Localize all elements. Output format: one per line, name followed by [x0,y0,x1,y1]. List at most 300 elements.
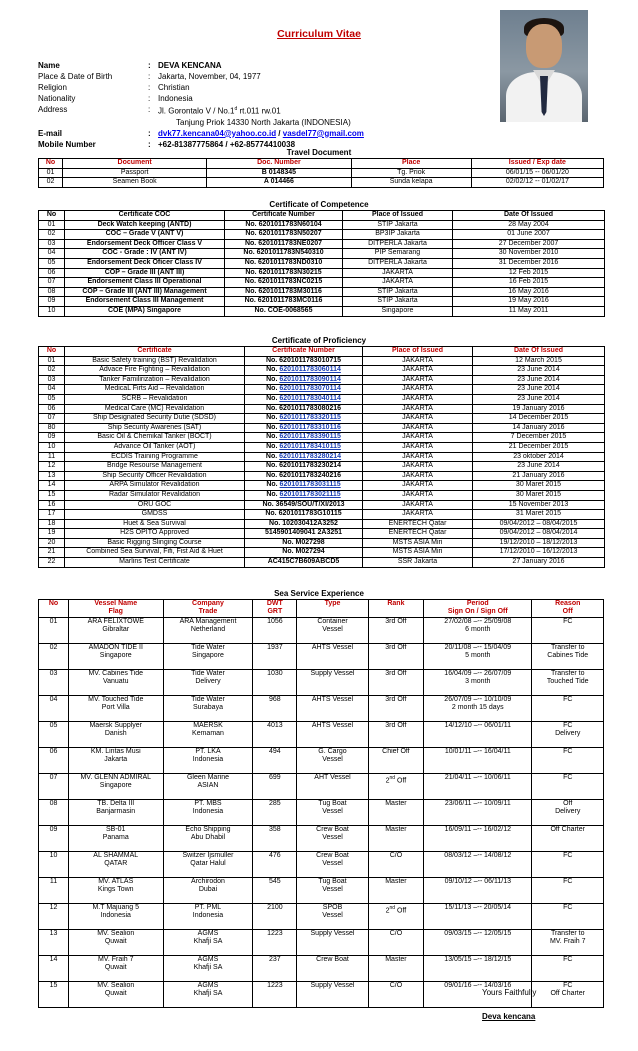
table-cell: Tug Boat Vessel [297,799,368,825]
table-cell: 15 [39,981,69,1007]
table-cell: JAKARTA [363,510,473,520]
table-cell: MV. Cabines Tide Vanuatu [68,669,163,695]
address-label: Address [38,105,68,114]
table-cell: 04 [39,385,65,395]
table-cell: MV. ATLAS Kings Town [68,877,163,903]
table-cell: Ship Designated Security Dutie (SDSD) [65,414,245,424]
table-cell: 10 [39,851,69,877]
table-row [39,490,605,500]
table-cell: 09 [39,297,65,307]
table-cell: AMADON TIDE II Singapore [68,643,163,669]
table-cell: 01 [39,168,63,178]
column-header: Vessel Name Flag [68,600,163,618]
table-cell: No. 6201011783031115 [245,481,363,491]
table-cell: JAKARTA [343,268,453,278]
table-cell: SPOB Vessel [297,903,368,929]
table-cell: MAERSK Kemaman [163,721,253,747]
table-cell: 07 [39,773,69,799]
table-cell: 05 [39,258,65,268]
table-row [39,404,605,414]
table-cell: Combined Sea Survival, Fifi, Fist Aid & Huet [65,548,245,558]
table-cell: 06 [39,404,65,414]
table-cell: PT. MBS Indonesia [163,799,253,825]
table-header-row [39,159,604,169]
table-cell: No. 6201011783280214 [245,452,363,462]
column-header: Document [63,159,207,169]
table-cell: BP3IP Jakarta [343,230,453,240]
competence-table [38,210,605,317]
table-cell: 494 [253,747,297,773]
table-cell: 23 June 2014 [473,385,605,395]
table-cell: FC [532,877,604,903]
table-cell: Bridge Resourse Management [65,462,245,472]
table-cell: 10 [39,306,65,316]
table-cell: JAKARTA [363,471,473,481]
table-row [39,519,605,529]
email-link-2[interactable]: vasdel77@gmail.com [282,128,364,138]
table-cell: 545 [253,877,297,903]
travel-table [38,158,604,188]
table-row [39,773,604,799]
table-header-row [39,211,605,221]
column-header: DWT GRT [253,600,297,618]
table-row [39,825,604,851]
table-cell: 968 [253,695,297,721]
table-cell: JAKARTA [363,394,473,404]
table-cell: No. 6201011783070114 [245,385,363,395]
page-title: Curriculum Vitae [277,28,361,40]
table-cell: KM. Lintas Musi Jakarta [68,747,163,773]
table-cell: 80 [39,423,65,433]
table-cell: 12 [39,462,65,472]
table-cell: 21 January 2016 [473,471,605,481]
table-row [39,558,605,568]
table-cell: No. COE-0068565 [225,306,343,316]
table-cell: FC [532,903,604,929]
column-header: Certificate Number [225,211,343,221]
table-cell: JAKARTA [363,356,473,366]
religion-value: Christian [158,83,190,92]
table-cell: Master [368,799,423,825]
table-cell: 28 May 2004 [453,220,605,230]
table-cell: No. 6201011783NC0215 [225,278,343,288]
table-cell: 20/11/08 –-- 15/04/09 5 month [424,643,532,669]
table-cell: PIP Semarang [343,249,453,259]
column-header: Reason Off [532,600,604,618]
table-cell: No. 6201011783M30116 [225,287,343,297]
table-cell: 285 [253,799,297,825]
table-cell: 01 June 2007 [453,230,605,240]
table-cell: No. 6201011783010715 [245,356,363,366]
table-cell: AHTS Vessel [297,721,368,747]
table-cell: Advace Fire Fighting – Revalidation [65,366,245,376]
table-row [39,643,604,669]
table-cell: No. 6201011783230214 [245,462,363,472]
table-cell: 09 [39,433,65,443]
table-cell: Off Charter [532,825,604,851]
table-cell: Singapore [343,306,453,316]
table-cell: JAKARTA [363,462,473,472]
table-cell: MedicaL Firts Aid – Revalidation [65,385,245,395]
table-cell: Passport [63,168,207,178]
table-cell: 02 [39,643,69,669]
column-header: No [39,600,69,618]
table-cell: Transfer to Cabines Tide [532,643,604,669]
table-cell: 18 [39,519,65,529]
table-row [39,414,605,424]
table-cell: No. 102030412A3252 [245,519,363,529]
table-cell: Crew Boat [297,955,368,981]
table-row [39,356,605,366]
table-cell: 09 [39,825,69,851]
table-cell: JAKARTA [363,442,473,452]
table-cell: Container Vessel [297,617,368,643]
table-cell: 19 [39,529,65,539]
table-cell: ARPA Simulator Revalidation [65,481,245,491]
table-cell: 1056 [253,617,297,643]
table-cell: 11 [39,877,69,903]
column-header: Certificate Number [245,347,363,357]
table-cell: ENERTECH Qatar [363,529,473,539]
table-cell: 23 June 2014 [473,394,605,404]
address-line2: Tanjung Priok 14330 North Jakarta (INDONESIA) [176,117,351,127]
birth-value: Jakarta, November, 04, 1977 [158,72,261,81]
table-cell: 21 December 2015 [473,442,605,452]
table-cell: MV. Touched Tide Port Villa [68,695,163,721]
table-cell: 21 [39,548,65,558]
table-cell: FC [532,955,604,981]
mobile-value: +62-81387775864 / +62-85774410038 [158,139,296,149]
table-cell: A 014466 [207,178,351,188]
table-cell: 14 [39,481,65,491]
table-cell: 23 oktober 2014 [473,452,605,462]
table-cell: Tug Boat Vessel [297,877,368,903]
table-cell: 23/06/11 –-- 10/09/11 [424,799,532,825]
nationality-label: Nationality [38,94,76,103]
table-cell: AL SHAMMAL QATAR [68,851,163,877]
table-row [39,306,605,316]
table-row [39,471,605,481]
table-cell: No. 6201011783N30215 [225,268,343,278]
table-row [39,617,604,643]
table-row [39,220,605,230]
table-cell: Ship Security Awarenes (SAT) [65,423,245,433]
table-cell: AC415C7B609ABCD5 [245,558,363,568]
table-cell: 3rd Off [368,695,423,721]
table-cell: JAKARTA [363,433,473,443]
table-cell: H2S OPITO Approved [65,529,245,539]
table-row [39,433,605,443]
nationality-value: Indonesia [158,94,193,103]
table-cell: FC [532,695,604,721]
table-row [39,297,605,307]
table-cell: DITPERLA Jakarta [343,258,453,268]
table-cell: AHT Vessel [297,773,368,799]
table-cell: 3rd Off [368,721,423,747]
table-cell: JAKARTA [363,452,473,462]
table-cell: 3rd Off [368,617,423,643]
table-cell: FC [532,617,604,643]
table-cell: 2nd Off [368,903,423,929]
table-cell: 03 [39,375,65,385]
table-cell: 14/12/10 –-- 06/01/11 [424,721,532,747]
personal-info: Name : DEVA KENCANA Place & Date of Birth : Jakarta, November, 04, 1977 Religion : Christian Nationality : Indonesia Address : Jl. Gorontalo V / No.1$^d$ rt.011 rw.01 Tanjung Priok 14330 North Jakarta (INDONESIA) E-mail : dvk77.kencana04@yahoo.co.id / vasdel77@gmail.com Mobile Number : +62-81387775864 / +62-85774410038 [38,60,478,150]
table-cell: Basic Safety training (BST) Revalidation [65,356,245,366]
mobile-label: Mobile Number [38,139,96,149]
address-value: Jl. Gorontalo V / No.1$^d$ rt.011 rw.01 [158,106,281,116]
table-cell: 16/09/11 –-- 16/02/12 [424,825,532,851]
table-row [39,287,605,297]
table-cell: No. 6201011783G10115 [245,510,363,520]
table-cell: 11 May 2011 [453,306,605,316]
table-cell: Endorsement Deck Oficer Class IV [65,258,225,268]
table-row [39,747,604,773]
table-cell: No. M027298 [245,538,363,548]
table-cell: ORU GOC [65,500,245,510]
table-cell: JAKARTA [363,414,473,424]
table-cell: 17 [39,510,65,520]
competence-title: Certificate of Competence [269,200,369,209]
table-cell: C/O [368,929,423,955]
table-row [39,462,605,472]
table-cell: No. 6201011783NE0207 [225,239,343,249]
table-cell: 14 December 2015 [473,414,605,424]
table-cell: PT. PML Indonesia [163,903,253,929]
table-cell: 1223 [253,981,297,1007]
table-cell: Transfer to Touched Tide [532,669,604,695]
sea-title: Sea Service Experience [274,589,364,598]
table-cell: FC Off Charter [532,981,604,1007]
table-cell: JAKARTA [363,366,473,376]
table-row [39,239,605,249]
table-cell: 09/03/15 –-- 12/05/15 [424,929,532,955]
table-row [39,695,604,721]
table-row [39,168,604,178]
table-cell: Master [368,825,423,851]
column-header: No [39,347,65,357]
table-cell: B 0148345 [207,168,351,178]
table-cell: 16 May 2016 [453,287,605,297]
table-cell: 02 [39,230,65,240]
table-cell: No. M027294 [245,548,363,558]
table-cell: JAKARTA [363,385,473,395]
table-cell: No. 6201011783N60104 [225,220,343,230]
sea-service-table [38,599,604,1008]
table-cell: 19 January 2016 [473,404,605,414]
table-cell: MV. GLENN ADMIRAL Singapore [68,773,163,799]
table-row [39,278,605,288]
table-cell: 7 December 2015 [473,433,605,443]
table-cell: 08 [39,799,69,825]
table-cell: No. 6201011783310116 [245,423,363,433]
table-cell: ARA FELIXTOWE Gibraltar [68,617,163,643]
table-cell: No. 36549/SOU/T/XI/2013 [245,500,363,510]
table-cell: Basic Oil & Chemikal Tanker (BOCT) [65,433,245,443]
table-cell: 11 [39,452,65,462]
table-cell: 07 [39,278,65,288]
table-cell: 2nd Off [368,773,423,799]
table-cell: 17/12/2010 – 16/12/2013 [473,548,605,558]
table-cell: No. 6201011783N50207 [225,230,343,240]
table-cell: No. 6201011783390115 [245,433,363,443]
table-cell: 04 [39,695,69,721]
table-cell: Master [368,955,423,981]
table-row [39,929,604,955]
table-cell: FC [532,773,604,799]
table-cell: 27/02/08 –-- 25/09/08 6 month [424,617,532,643]
table-row [39,903,604,929]
column-header: Doc. Number [207,159,351,169]
table-cell: 01 [39,617,69,643]
table-cell: G. Cargo Vessel [297,747,368,773]
table-cell: MV. Sealion Quwait [68,929,163,955]
column-header: Period Sign On / Sign Off [424,600,532,618]
table-cell: 30 Maret 2015 [473,481,605,491]
table-cell: 237 [253,955,297,981]
table-cell: Tide Water Singapore [163,643,253,669]
table-cell: 07 [39,414,65,424]
column-header: Place [351,159,471,169]
table-cell: Crew Boat Vessel [297,825,368,851]
table-cell: M.T Majuang 5 Indonesia [68,903,163,929]
table-cell: 476 [253,851,297,877]
table-cell: SB-01 Panama [68,825,163,851]
table-cell: ECDIS Training Programme [65,452,245,462]
table-cell: SCRB – Revalidation [65,394,245,404]
table-cell: 23 June 2014 [473,366,605,376]
table-cell: C/O [368,851,423,877]
table-row [39,529,605,539]
table-cell: 02/02/12 -- 01/02/17 [471,178,603,188]
table-cell: 08/03/12 –-- 14/08/12 [424,851,532,877]
table-row [39,500,605,510]
table-cell: 09/10/12 –-- 06/11/13 [424,877,532,903]
table-cell: No. 6201011783N540310 [225,249,343,259]
table-cell: AGMS Khafji SA [163,955,253,981]
table-cell: 14 January 2016 [473,423,605,433]
table-cell: Gleen Marine ASIAN [163,773,253,799]
table-cell: 06 [39,268,65,278]
column-header: Type [297,600,368,618]
table-cell: 23 June 2014 [473,462,605,472]
column-header: Rank [368,600,423,618]
table-cell: 09/04/2012 – 08/04/2015 [473,519,605,529]
table-cell: No. 6201011783240216 [245,471,363,481]
table-cell: COP – Grade III (ANT III) Management [65,287,225,297]
table-cell: 27 January 2016 [473,558,605,568]
table-cell: No. 6201011783ND0310 [225,258,343,268]
table-cell: 31 December 2016 [453,258,605,268]
table-cell: 1937 [253,643,297,669]
table-cell: 14 [39,955,69,981]
table-cell: Echo Shipping Abu Dhabil [163,825,253,851]
table-cell: Ship Security Officer Revalidation [65,471,245,481]
table-cell: Tg. Priok [351,168,471,178]
table-cell: SSR Jakarta [363,558,473,568]
table-cell: Basic Rigging Slinging Course [65,538,245,548]
table-cell: GMDSS [65,510,245,520]
table-cell: COP – Grade III (ANT III) [65,268,225,278]
table-cell: 31 Maret 2015 [473,510,605,520]
table-cell: Medical Care (MC) Revalidation [65,404,245,414]
table-cell: ARA Management Netherland [163,617,253,643]
table-cell: Master [368,877,423,903]
table-cell: 19/12/2010 – 18/12/2013 [473,538,605,548]
table-cell: 12 [39,903,69,929]
table-cell: 05 [39,721,69,747]
table-cell: 04 [39,249,65,259]
table-cell: JAKARTA [343,278,453,288]
name-label: Name [38,61,60,70]
table-cell: No. 6201011783040114 [245,394,363,404]
table-row [39,799,604,825]
table-cell: FC [532,747,604,773]
table-cell: 03 [39,669,69,695]
table-cell: 01 [39,356,65,366]
table-row [39,877,604,903]
table-cell: No. 6201011783080216 [245,404,363,414]
table-cell: 16 Feb 2015 [453,278,605,288]
table-cell: Transfer to MV. Fraih 7 [532,929,604,955]
table-cell: AHTS Vessel [297,695,368,721]
table-cell: JAKARTA [363,500,473,510]
table-cell: 22 [39,558,65,568]
table-row [39,955,604,981]
name-value: DEVA KENCANA [158,61,222,70]
table-cell: COE (MPA) Singapore [65,306,225,316]
table-cell: 08 [39,287,65,297]
proficiency-title: Certificate of Proficiency [271,336,367,345]
column-header: No [39,211,65,221]
table-cell: Supply Vessel [297,981,368,1007]
table-cell: 1223 [253,929,297,955]
table-row [39,230,605,240]
table-cell: 3rd Off [368,669,423,695]
table-cell: COC - Grade : IV (ANT IV) [65,249,225,259]
table-cell: JAKARTA [363,481,473,491]
table-cell: Supply Vessel [297,929,368,955]
table-cell: 20 [39,538,65,548]
column-header: Certificate [65,347,245,357]
table-cell: MV. Fraih 7 Quwait [68,955,163,981]
table-cell: No. 6201011783320115 [245,414,363,424]
column-header: Company Trade [163,600,253,618]
table-row [39,258,605,268]
table-cell: Marlins Test Certificate [65,558,245,568]
table-cell: JAKARTA [363,423,473,433]
table-row [39,538,605,548]
table-cell: 13/05/15 –-- 18/12/15 [424,955,532,981]
table-cell: 03 [39,239,65,249]
table-cell: 13 [39,929,69,955]
table-cell: Archirodon Dubai [163,877,253,903]
table-cell: COC – Grade V (ANT V) [65,230,225,240]
table-cell: 2100 [253,903,297,929]
table-cell: 21/04/11 –-- 10/06/11 [424,773,532,799]
table-row [39,375,605,385]
table-cell: MSTS ASIA Miri [363,548,473,558]
email-link-1[interactable]: dvk77.kencana04@yahoo.co.id [158,128,277,138]
table-cell: 09/04/2012 – 08/04/2014 [473,529,605,539]
table-cell: 09/01/16 –-- 14/03/16 [424,981,532,1007]
table-cell: No. 6201011783MC0116 [225,297,343,307]
table-cell: AGMS Khafji SA [163,981,253,1007]
table-cell: 699 [253,773,297,799]
table-cell: No. 6201011783060114 [245,366,363,376]
table-cell: 06 [39,747,69,773]
yours-faithfully: Yours Faithfully [482,988,537,997]
table-cell: 06/01/15 -- 06/01/20 [471,168,603,178]
